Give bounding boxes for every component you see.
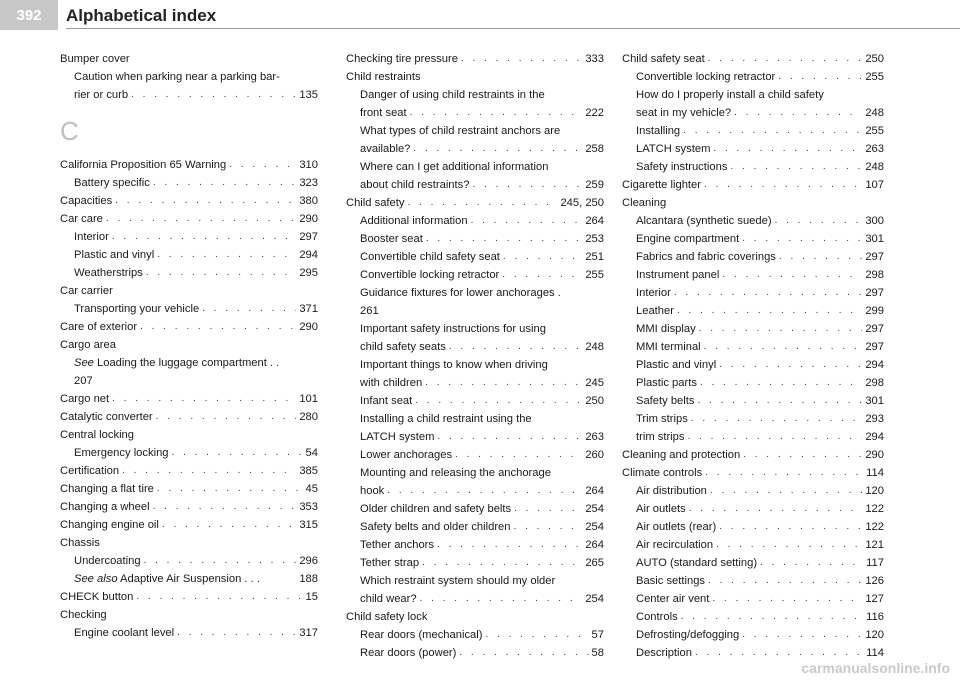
index-subentry: Plastic and vinyl . . . 294 (60, 246, 318, 264)
index-subentry: available? . . . 258 (346, 140, 604, 158)
page-number: 392 (0, 0, 58, 30)
index-subentry: Engine coolant level . . . 317 (60, 624, 318, 642)
index-subentry: Fabrics and fabric coverings . . . 297 (622, 248, 884, 266)
index-subentry: See Loading the luggage compartment . . (74, 357, 280, 369)
index-subentry: Trim strips . . . 293 (622, 410, 884, 428)
index-subentry: Plastic parts . . . 298 (622, 374, 884, 392)
index-entry: Checking (60, 609, 107, 621)
index-subentry: What types of child restraint anchors are (360, 125, 561, 137)
index-subentry: Booster seat . . . 253 (346, 230, 604, 248)
index-subentry: Undercoating . . . 296 (60, 552, 318, 570)
index-subentry: Danger of using child restraints in the (360, 89, 545, 101)
index-subentry: Installing a child restraint using the (360, 413, 532, 425)
index-subentry: Instrument panel . . . 298 (622, 266, 884, 284)
index-entry: Car carrier (60, 285, 113, 297)
section-letter: C (60, 116, 79, 146)
watermark: carmanualsonline.info (801, 660, 950, 676)
index-entry: Child safety . . . 245, 250 (346, 194, 604, 212)
index-subentry: MMI terminal . . . 297 (622, 338, 884, 356)
index-subentry: Description . . . 114 (622, 644, 884, 662)
index-subentry: Safety belts . . . 301 (622, 392, 884, 410)
index-subentry: Air outlets . . . 122 (622, 500, 884, 518)
header-divider (66, 28, 960, 29)
index-entry: Cleaning and protection . . . 290 (622, 446, 884, 464)
index-entry: Catalytic converter . . . 280 (60, 408, 318, 426)
index-subentry: Caution when parking near a parking bar- (74, 71, 280, 83)
index-subentry: Important safety instructions for using (360, 323, 546, 335)
index-column-3 (622, 50, 884, 662)
index-subentry: Interior . . . 297 (622, 284, 884, 302)
page-title: Alphabetical index (66, 6, 217, 25)
index-entry: Cigarette lighter . . . 107 (622, 176, 884, 194)
index-subentry: Alcantara (synthetic suede) . . . 300 (622, 212, 884, 230)
index-entry: Bumper cover (60, 53, 130, 65)
index-entry: Child restraints (346, 71, 421, 83)
index-subentry: How do I properly install a child safety (636, 89, 824, 101)
index-subentry: Rear doors (power) . . . 58 (346, 644, 604, 662)
index-subentry: Mounting and releasing the anchorage (360, 467, 551, 479)
index-entry: Certification . . . 385 (60, 462, 318, 480)
index-subentry: Leather . . . 299 (622, 302, 884, 320)
index-subentry: LATCH system . . . 263 (346, 428, 604, 446)
index-subentry: with children . . . 245 (346, 374, 604, 392)
index-subentry: Lower anchorages . . . 260 (346, 446, 604, 464)
index-subentry: front seat . . . 222 (346, 104, 604, 122)
index-entry: Care of exterior . . . 290 (60, 318, 318, 336)
index-entry: Child safety lock (346, 611, 428, 623)
index-subentry: Defrosting/defogging . . . 120 (622, 626, 884, 644)
index-subentry: Convertible locking retractor . . . 255 (346, 266, 604, 284)
index-subentry: Important things to know when driving (360, 359, 548, 371)
index-subentry: 261 (360, 305, 379, 317)
index-subentry: Safety instructions . . . 248 (622, 158, 884, 176)
index-subentry: Emergency locking . . . 54 (60, 444, 318, 462)
index-subentry: rier or curb . . . 135 (60, 86, 318, 104)
index-subentry: Battery specific . . . 323 (60, 174, 318, 192)
index-subentry: Convertible child safety seat . . . 251 (346, 248, 604, 266)
index-column-1 (60, 50, 318, 642)
index-entry: Climate controls . . . 114 (622, 464, 884, 482)
page-header (0, 0, 960, 40)
index-entry: Chassis (60, 537, 100, 549)
index-subentry: Convertible locking retractor . . . 255 (622, 68, 884, 86)
index-subentry: See also Adaptive Air Suspension . . . 188 (74, 573, 318, 585)
index-entry: Checking tire pressure . . . 333 (346, 50, 604, 68)
index-subentry: Engine compartment . . . 301 (622, 230, 884, 248)
index-subentry: LATCH system . . . 263 (622, 140, 884, 158)
index-subentry: trim strips . . . 294 (622, 428, 884, 446)
index-subentry: Guidance fixtures for lower anchorages . (360, 287, 561, 299)
index-subentry: Interior . . . 297 (60, 228, 318, 246)
index-subentry: 207 (74, 375, 93, 387)
index-subentry: Weatherstrips . . . 295 (60, 264, 318, 282)
index-subentry: Infant seat . . . 250 (346, 392, 604, 410)
index-subentry: Tether anchors . . . 264 (346, 536, 604, 554)
index-subentry: child wear? . . . 254 (346, 590, 604, 608)
index-entry: Changing a flat tire . . . 45 (60, 480, 318, 498)
index-entry: CHECK button . . . 15 (60, 588, 318, 606)
index-entry: California Proposition 65 Warning . . . 310 (60, 156, 318, 174)
index-entry: Car care . . . 290 (60, 210, 318, 228)
index-subentry: AUTO (standard setting) . . . 117 (622, 554, 884, 572)
index-subentry: MMI display . . . 297 (622, 320, 884, 338)
index-subentry: hook . . . 264 (346, 482, 604, 500)
index-subentry: Transporting your vehicle . . . 371 (60, 300, 318, 318)
index-subentry: Basic settings . . . 126 (622, 572, 884, 590)
index-entry: Child safety seat . . . 250 (622, 50, 884, 68)
index-entry: Cargo area (60, 339, 116, 351)
index-subentry: Tether strap . . . 265 (346, 554, 604, 572)
index-subentry: Air distribution . . . 120 (622, 482, 884, 500)
index-column-2 (346, 50, 604, 662)
index-subentry: Additional information . . . 264 (346, 212, 604, 230)
index-subentry: Which restraint system should my older (360, 575, 556, 587)
index-entry: Capacities . . . 380 (60, 192, 318, 210)
index-subentry: Center air vent . . . 127 (622, 590, 884, 608)
index-subentry: Safety belts and older children . . . 254 (346, 518, 604, 536)
index-subentry: seat in my vehicle? . . . 248 (622, 104, 884, 122)
index-subentry: child safety seats . . . 248 (346, 338, 604, 356)
index-subentry: Installing . . . 255 (622, 122, 884, 140)
index-subentry: about child restraints? . . . 259 (346, 176, 604, 194)
index-subentry: Rear doors (mechanical) . . . 57 (346, 626, 604, 644)
index-entry: Changing a wheel . . . 353 (60, 498, 318, 516)
index-subentry: Controls . . . 116 (622, 608, 884, 626)
index-subentry: Where can I get additional information (360, 161, 549, 173)
index-subentry: Older children and safety belts . . . 254 (346, 500, 604, 518)
index-subentry: Air outlets (rear) . . . 122 (622, 518, 884, 536)
index-subentry: Plastic and vinyl . . . 294 (622, 356, 884, 374)
index-subentry: Air recirculation . . . 121 (622, 536, 884, 554)
index-entry: Cargo net . . . 101 (60, 390, 318, 408)
index-entry: Central locking (60, 429, 134, 441)
index-entry: Cleaning (622, 197, 667, 209)
index-entry: Changing engine oil . . . 315 (60, 516, 318, 534)
